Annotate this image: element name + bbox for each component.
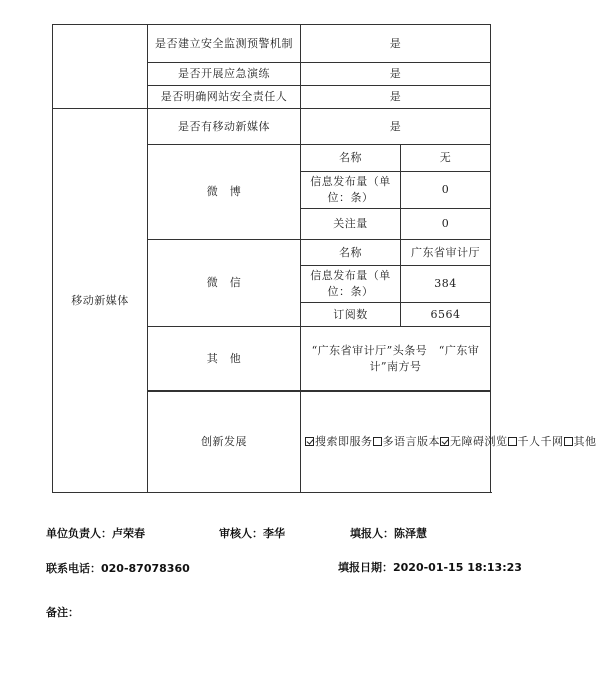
weibo-follow-value: 0: [401, 209, 491, 240]
wechat-posts-label: 信息发布量（单位：条）: [301, 266, 401, 303]
checkbox-personalized[interactable]: [508, 437, 517, 446]
note-label: 备注：: [46, 606, 79, 619]
wechat-name-value: 广东省审计厅: [401, 240, 491, 266]
row-value: 是: [301, 63, 491, 86]
weibo-posts-value: 0: [401, 172, 491, 209]
mobile-media-section-label: 移动新媒体: [53, 109, 148, 493]
weibo-posts-label: 信息发布量（单位：条）: [301, 172, 401, 209]
wechat-subs-label: 订阅数: [301, 303, 401, 327]
table-row: [53, 109, 491, 145]
option-label: 千人千网: [517, 435, 564, 448]
option-label: 其他: [573, 435, 597, 448]
option-label: 搜索即服务: [315, 435, 373, 448]
row-value: 是: [301, 86, 491, 109]
checkbox-other[interactable]: [564, 437, 573, 446]
weibo-label: 微 博: [148, 145, 301, 240]
reviewer: 审核人：李华: [219, 527, 285, 540]
other-label: 其 他: [148, 327, 301, 391]
innovation-label: 创新发展: [148, 392, 301, 493]
unit-manager: 单位负责人：卢荣春: [46, 527, 145, 540]
option-label: 无障碍浏览: [450, 435, 508, 448]
innovation-options: [301, 392, 597, 493]
wechat-posts-value: 384: [401, 266, 491, 303]
weibo-name-label: 名称: [301, 145, 401, 172]
row-label: 是否明确网站安全责任人: [148, 86, 301, 109]
other-value: “广东省审计厅”头条号 “广东审计”南方号: [301, 327, 491, 391]
filler: 填报人：陈泽慧: [350, 527, 427, 540]
checkbox-multilingual[interactable]: [373, 437, 382, 446]
wechat-label: 微 信: [148, 240, 301, 327]
row-label: 是否建立安全监测预警机制: [148, 25, 301, 63]
contact-phone: 联系电话：020-87078360: [46, 562, 190, 575]
row-value: 是: [301, 25, 491, 63]
fill-date: 填报日期：2020-01-15 18:13:23: [338, 561, 522, 574]
row-value: 是: [301, 109, 491, 145]
checkbox-search-service[interactable]: [305, 437, 314, 446]
report-table: [52, 24, 597, 493]
wechat-subs-value: 6564: [401, 303, 491, 327]
row-label: 是否开展应急演练: [148, 63, 301, 86]
wechat-name-label: 名称: [301, 240, 401, 266]
checkbox-accessibility[interactable]: [440, 437, 449, 446]
weibo-follow-label: 关注量: [301, 209, 401, 240]
table-row: [53, 25, 491, 63]
option-label: 多语言版本: [382, 435, 440, 448]
weibo-name-value: 无: [401, 145, 491, 172]
blank-section-cell: [53, 25, 148, 109]
row-label: 是否有移动新媒体: [148, 109, 301, 145]
